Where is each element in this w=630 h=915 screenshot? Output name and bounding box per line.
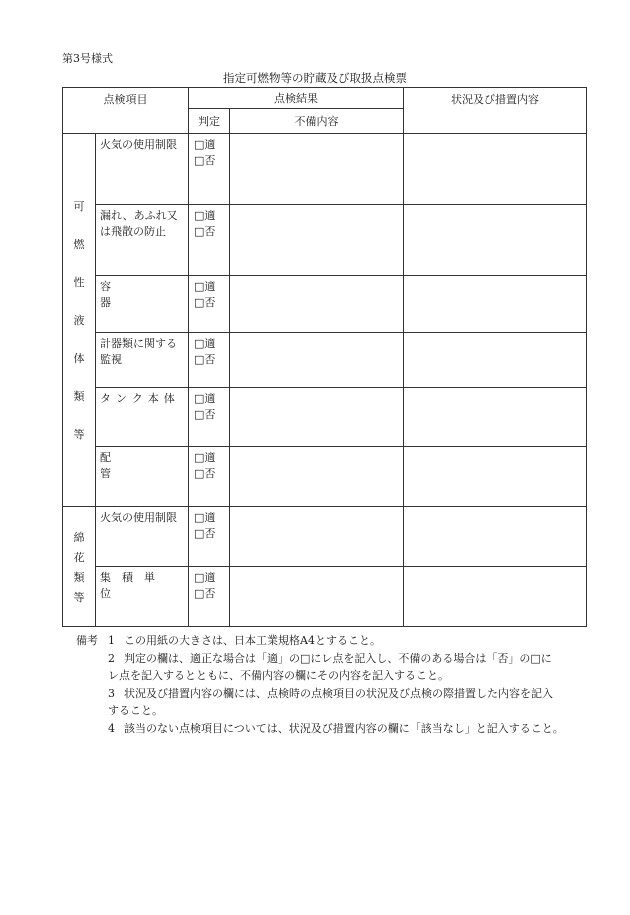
status-cell[interactable] [404,333,587,388]
notes [76,632,596,737]
ng-checkbox[interactable]: □否 [194,154,216,167]
note-number: 1 [108,634,115,647]
defect-cell[interactable] [230,134,404,205]
defect-cell[interactable] [230,205,404,276]
defect-cell[interactable] [230,567,404,627]
ok-checkbox[interactable]: □適 [194,280,216,293]
ok-checkbox[interactable]: □適 [194,451,216,464]
ng-checkbox[interactable]: □否 [194,408,216,421]
note-number: 2 [108,651,115,665]
item-leak-prevention: 漏れ、あふれ又は飛散の防止 [96,205,189,276]
table-row [63,205,587,276]
judgment-cell[interactable] [189,388,230,447]
note-number: 4 [108,721,115,735]
item-container: 容器 [96,276,189,333]
status-cell[interactable] [404,388,587,447]
ng-checkbox[interactable]: □否 [194,527,216,540]
note-item [76,650,596,668]
header-result: 点検結果 [189,88,404,109]
ok-checkbox[interactable]: □適 [194,392,216,405]
item-gauge-monitoring: 計器類に関する監視 [96,333,189,388]
item-tank-body: タンク本体 [96,388,189,447]
table-row [63,507,587,567]
ng-checkbox[interactable]: □否 [194,225,216,238]
inspection-table [62,87,587,627]
table-row [63,134,587,205]
note-continuation: すること。 [108,704,163,717]
ok-checkbox[interactable]: □適 [194,138,216,151]
defect-cell[interactable] [230,447,404,507]
ok-checkbox[interactable]: □適 [194,511,216,524]
header-status: 状況及び措置内容 [404,88,587,134]
status-cell[interactable] [404,276,587,333]
header-defect: 不備内容 [230,109,404,134]
table-row [63,333,587,388]
ok-checkbox[interactable]: □適 [194,209,216,222]
notes-label: 備考 [76,634,98,647]
table-row [63,567,587,627]
ng-checkbox[interactable]: □否 [194,587,216,600]
ok-checkbox[interactable]: □適 [194,571,216,584]
status-cell[interactable] [404,447,587,507]
table-row [63,447,587,507]
note-continuation: レ点を記入するとともに、不備内容の欄にその内容を記入すること。 [108,669,449,682]
judgment-cell[interactable] [189,205,230,276]
ng-checkbox[interactable]: □否 [194,467,216,480]
note-item [76,720,596,738]
header-item: 点検項目 [63,88,189,134]
judgment-cell[interactable] [189,447,230,507]
group-label-cotton: 綿 花 類 等 [63,507,96,627]
item-stacking-unit: 集積単位 [96,567,189,627]
header-judgment: 判定 [189,109,230,134]
note-item [76,685,596,703]
defect-cell[interactable] [230,276,404,333]
item-piping: 配管 [96,447,189,507]
ok-checkbox[interactable]: □適 [194,337,216,350]
note-text: この用紙の大きさは、日本工業規格A4とすること。 [124,634,381,647]
defect-cell[interactable] [230,333,404,388]
note-text: 状況及び措置内容の欄には、点検時の点検項目の状況及び点検の際措置した内容を記入 [124,686,553,700]
judgment-cell[interactable] [189,333,230,388]
judgment-cell[interactable] [189,567,230,627]
judgment-cell[interactable] [189,134,230,205]
status-cell[interactable] [404,134,587,205]
status-cell[interactable] [404,507,587,567]
form-title: 指定可燃物等の貯蔵及び取扱点検票 [223,71,407,85]
note-text: 該当のない点検項目については、状況及び措置内容の欄に「該当なし」と記入すること。 [124,721,564,735]
defect-cell[interactable] [230,388,404,447]
ng-checkbox[interactable]: □否 [194,296,216,309]
table-row [63,276,587,333]
ng-checkbox[interactable]: □否 [194,353,216,366]
status-cell[interactable] [404,567,587,627]
note-item [76,632,596,650]
item-fire-use: 火気の使用制限 [96,134,189,205]
group-label-flammable-liquids: 可 燃 性 液 体 類 等 [63,134,96,507]
status-cell[interactable] [404,205,587,276]
note-text: 判定の欄は、適正な場合は「適」の□にレ点を記入し、不備のある場合は「否」の□に [124,651,552,665]
note-number: 3 [108,686,115,700]
form-number: 第3号様式 [62,52,113,65]
judgment-cell[interactable] [189,276,230,333]
table-row [63,388,587,447]
defect-cell[interactable] [230,507,404,567]
judgment-cell[interactable] [189,507,230,567]
item-fire-use-cotton: 火気の使用制限 [96,507,189,567]
